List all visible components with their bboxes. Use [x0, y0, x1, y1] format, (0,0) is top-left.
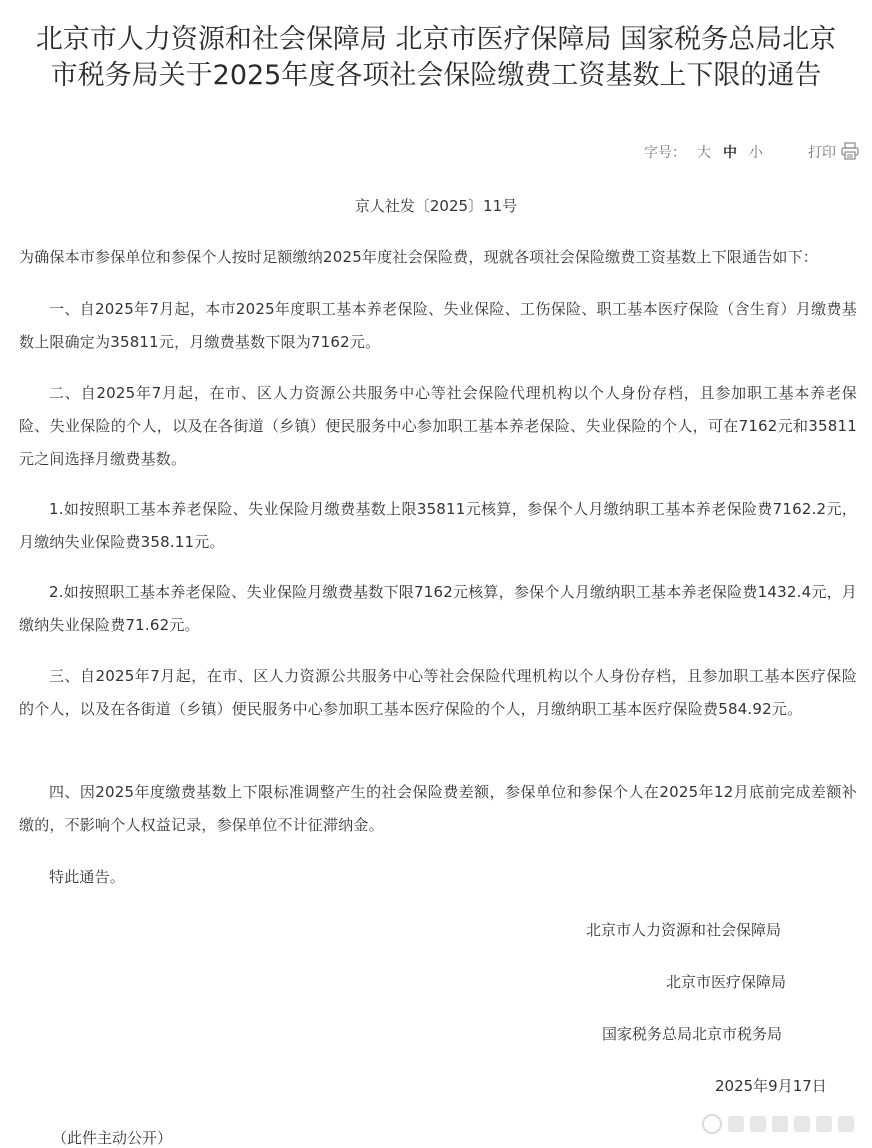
closing-paragraph: 特此通告。 — [49, 868, 126, 886]
article-toolbar — [0, 140, 872, 162]
title-line-1: 北京市人力资源和社会保障局 北京市医疗保障局 国家税务总局北京 — [35, 24, 837, 55]
paragraph-6: 四、因2025年度缴费基数上下限标准调整产生的社会保险费差额，参保单位和参保个人在2025年12月底前完成差额补缴的，不影响个人权益记录，参保单位不计征滞纳金。 — [19, 783, 857, 834]
font-size-medium-option[interactable]: 中 — [723, 145, 737, 161]
printer-icon[interactable] — [840, 141, 860, 161]
intro-paragraph: 为确保本市参保单位和参保个人按时足额缴纳2025年度社会保险费，现就各项社会保险缴费工资基数上下限通告如下： — [19, 248, 818, 266]
paragraph-5: 三、自2025年7月起，在市、区人力资源公共服务中心等社会保险代理机构以个人身份存档，且参加职工基本医疗保险的个人，以及在各街道（乡镇）便民服务中心参加职工基本医疗保险的个人，月缴纳职工基本医疗保险费584.92元。 — [19, 667, 857, 718]
disclosure-note: （此件主动公开） — [52, 1129, 173, 1147]
print-button[interactable]: 打印 — [808, 145, 836, 161]
font-size-large-option[interactable]: 大 — [697, 145, 711, 161]
paragraph-3: 1.如按照职工基本养老保险、失业保险月缴费基数上限35811元核算，参保个人月缴纳职工基本养老保险费7162.2元，月缴纳失业保险费358.11元。 — [19, 500, 857, 551]
signatory-tax: 国家税务总局北京市税务局 — [602, 1025, 783, 1043]
font-size-small-option[interactable]: 小 — [749, 145, 763, 161]
paragraph-2: 二、自2025年7月起，在市、区人力资源公共服务中心等社会保险代理机构以个人身份存档，且参加职工基本养老保险、失业保险的个人，以及在各街道（乡镇）便民服务中心参加职工基本养老保险、失业保险的个人，可在7162元和35811元之间选择月缴费基数。 — [19, 384, 857, 468]
font-size-label: 字号： — [644, 145, 686, 161]
signatory-medical: 北京市医疗保障局 — [666, 973, 787, 991]
document-date: 2025年9月17日 — [715, 1077, 827, 1095]
signatory-hrss: 北京市人力资源和社会保障局 — [586, 921, 782, 939]
title-line-2: 市税务局关于2025年度各项社会保险缴费工资基数上下限的通告 — [50, 60, 822, 91]
paragraph-4: 2.如按照职工基本养老保险、失业保险月缴费基数下限7162元核算，参保个人月缴纳职工基本养老保险费1432.4元，月缴纳失业保险费71.62元。 — [19, 583, 857, 634]
document-number: 京人社发〔2025〕11号 — [354, 197, 518, 215]
page-title — [10, 22, 862, 94]
paragraph-1: 一、自2025年7月起，本市2025年度职工基本养老保险、失业保险、工伤保险、职工基本医疗保险（含生育）月缴费基数上限确定为35811元，月缴费基数下限为7162元。 — [19, 300, 857, 351]
watermark-icon — [700, 1110, 870, 1138]
